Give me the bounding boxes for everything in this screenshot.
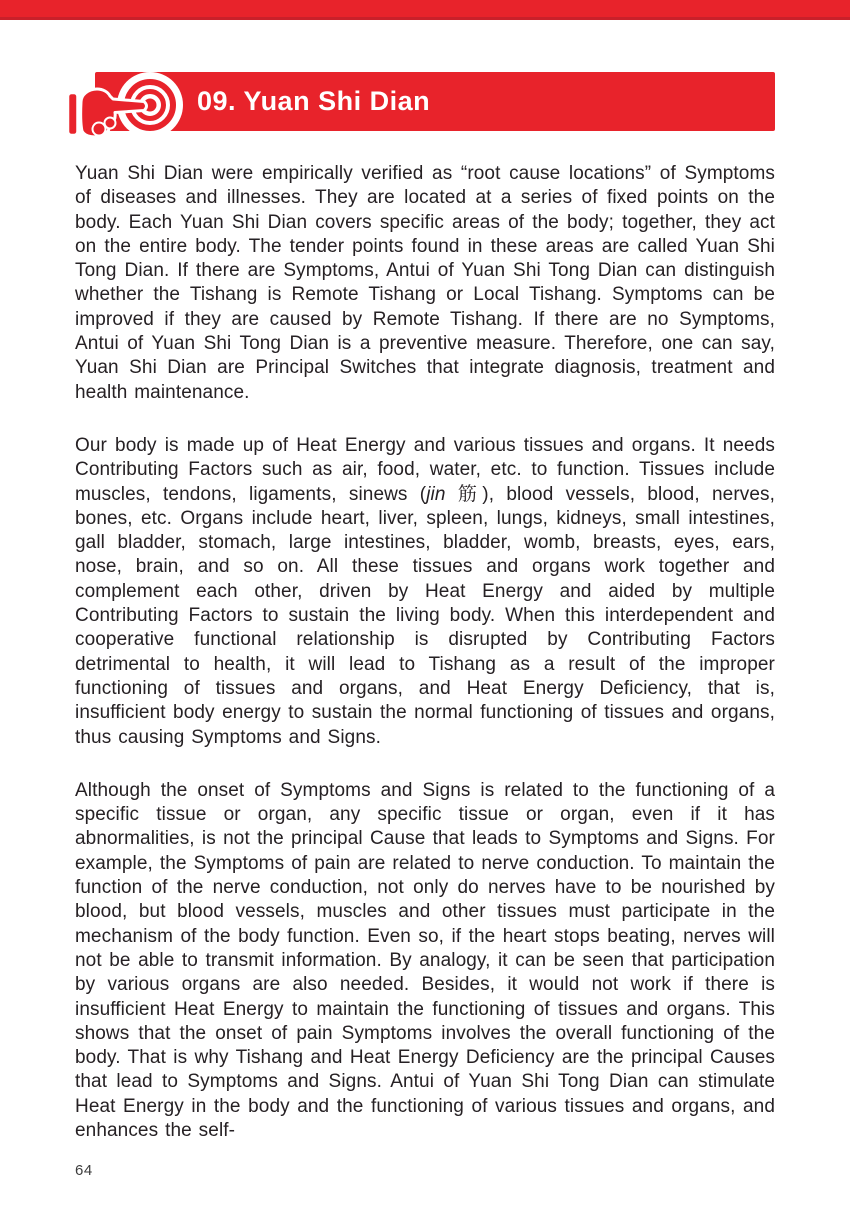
top-accent-bar xyxy=(0,0,850,20)
paragraph-2-tail: 筋), blood vessels, blood, nerves, bones, etc. Organs include heart, liver, spleen, lungs, kidneys, small intestines, gall bladder, stomach, large intestines, bladder, womb, breasts, eyes, ears, nose, brain, and so on. All these tissues and organs work together and complement each other, driven by Heat Energy and aided by multiple Contributing Factors to sustain the living body. When this interdependent and cooperative functional relationship is disrupted by Contributing Factors detrimental to health, it will lead to Tishang as a result of the improper functioning of tissues and organs, and Heat Energy Deficiency, that is, insufficient body energy to sustain the normal functioning of tissues and organs, thus causing Symptoms and Signs. xyxy=(75,483,775,748)
paragraph-3-text: Although the onset of Symptoms and Signs is related to the functioning of a specific tissue or organ, any specific tissue or organ, even if it has abnormalities, is not the principal Cause that leads to Symptoms and Signs. For example, the Symptoms of pain are related to nerve conduction. To maintain the function of the nerve conduction, not only do nerves have to be nourished by blood, but blood vessels, muscles and other tissues must participate in the mechanism of the body function. Even so, if the heart stops beating, nerves will not be able to transmit information. By analogy, it can be seen that participation by various organs are also needed. Besides, it would not work if there is insufficient Heat Energy to maintain the functioning of tissues and organs. This shows that the onset of pain Symptoms involves the overall functioning of the body. That is why Tishang and Heat Energy Deficiency are the principal Causes that lead to Symptoms and Signs. Antui of Yuan Shi Tong Dian can stimulate Heat Energy in the body and the functioning of various tissues and organs, and enhances the self- xyxy=(75,779,775,1141)
paragraph-3 xyxy=(75,779,775,1143)
page-number: 64 xyxy=(75,1162,93,1179)
chapter-banner xyxy=(95,72,775,131)
page-body xyxy=(75,162,775,1172)
paragraph-2-italic-term: jin xyxy=(426,483,446,505)
hand-pressing-button-icon xyxy=(66,62,191,147)
paragraph-1-text: Yuan Shi Dian were empirically verified as “root cause locations” of Symptoms of diseases and illnesses. They are located at a series of fixed points on the body. Each Yuan Shi Dian covers specific areas of the body; together, they act on the entire body. The tender points found in these areas are called Yuan Shi Tong Dian. If there are Symptoms, Antui of Yuan Shi Tong Dian can distinguish whether the Tishang is Remote Tishang or Local Tishang. Symptoms can be improved if they are caused by Remote Tishang. If there are no Symptoms, Antui of Yuan Shi Tong Dian is a preventive measure. Therefore, one can say, Yuan Shi Dian are Principal Switches that integrate diagnosis, treatment and health maintenance. xyxy=(75,163,775,403)
paragraph-2 xyxy=(75,434,775,750)
paragraph-1 xyxy=(75,162,775,405)
paragraph-2-lead: Our body is made up of Heat Energy and various tissues and organs. It needs Contributing Factors such as air, food, water, etc. to function. Tissues include muscles, tendons, ligaments, sinews ( xyxy=(75,434,775,505)
chapter-title: 09. Yuan Shi Dian xyxy=(197,86,431,116)
